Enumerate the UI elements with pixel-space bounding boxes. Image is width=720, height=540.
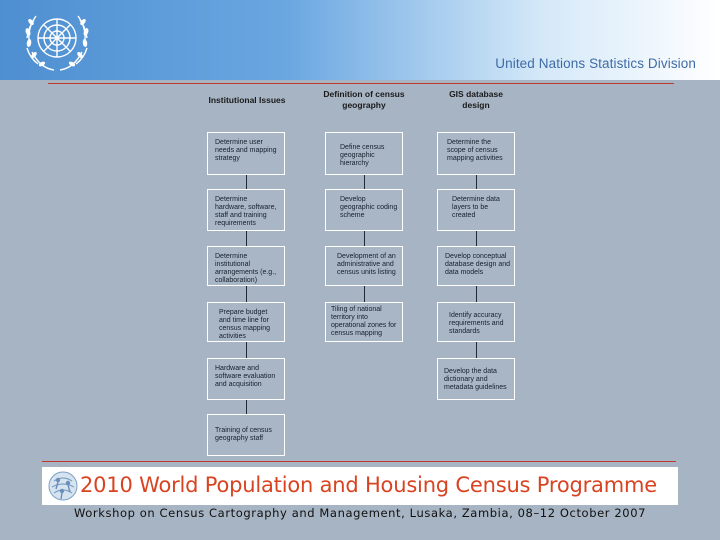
connector xyxy=(364,231,365,246)
flow-box-hardware-requirements: Determine hardware, software, staff and training requirements xyxy=(207,189,285,231)
header-bar xyxy=(0,0,720,80)
flow-box-hardware-evaluation: Hardware and software evaluation and acquisition xyxy=(207,358,285,400)
column-heading-gis-design: GIS database design xyxy=(449,89,503,110)
connector xyxy=(364,175,365,189)
flow-box-mapping-scope: Determine the scope of census mapping activities xyxy=(437,132,515,175)
flow-box-conceptual-design: Develop conceptual database design and data models xyxy=(437,246,515,286)
column-heading-census-geography: Definition of census geography xyxy=(323,89,405,110)
flow-box-institutional-arrangements: Determine institutional arrangements (e.g., collaboration) xyxy=(207,246,285,286)
flow-box-data-dictionary: Develop the data dictionary and metadata guidelines xyxy=(437,358,515,400)
un-emblem-icon xyxy=(20,8,94,76)
connector xyxy=(476,342,477,358)
top-divider xyxy=(48,83,674,84)
flow-box-accuracy-requirements: Identify accuracy requirements and standards xyxy=(437,302,515,342)
bottom-divider xyxy=(42,461,676,462)
flow-box-operational-zones: Tiling of national territory into operational zones for census mapping xyxy=(325,302,403,342)
flow-box-data-layers: Determine data layers to be created xyxy=(437,189,515,231)
flow-box-user-needs: Determine user needs and mapping strategy xyxy=(207,132,285,175)
flow-box-coding-scheme: Develop geographic coding scheme xyxy=(325,189,403,231)
connector xyxy=(246,175,247,189)
connector xyxy=(476,231,477,246)
workshop-footer: Workshop on Census Cartography and Management, Lusaka, Zambia, 08–12 October 2007 xyxy=(73,506,647,520)
flow-box-budget: Prepare budget and time line for census mapping activities xyxy=(207,302,285,342)
connector xyxy=(476,175,477,189)
census-programme-logo-icon xyxy=(46,469,80,503)
flow-box-staff-training: Training of census geography staff xyxy=(207,414,285,456)
connector xyxy=(476,286,477,302)
flow-box-census-hierarchy: Define census geographic hierarchy xyxy=(325,132,403,175)
column-heading-institutional: Institutional Issues xyxy=(208,95,286,105)
programme-title: 2010 World Population and Housing Census Programme xyxy=(80,473,657,497)
connector xyxy=(246,231,247,246)
connector xyxy=(246,342,247,358)
connector xyxy=(246,400,247,414)
programme-banner xyxy=(42,467,678,505)
division-name: United Nations Statistics Division xyxy=(495,56,696,71)
flow-box-units-listing: Development of an administrative and census units listing xyxy=(325,246,403,286)
connector xyxy=(364,286,365,302)
connector xyxy=(246,286,247,302)
